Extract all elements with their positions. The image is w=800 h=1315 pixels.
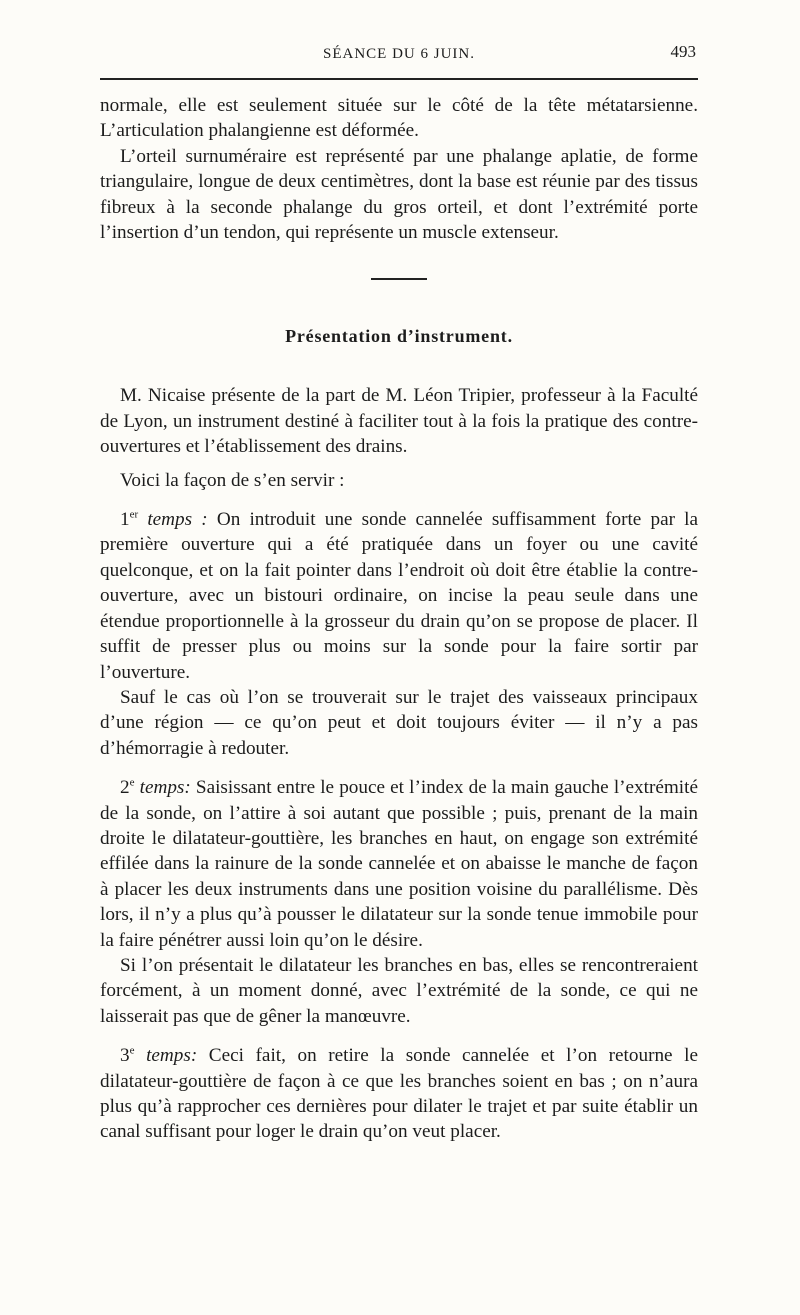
body-text [100,93,698,1145]
paragraph-step-1 [100,507,698,685]
step-1-label: temps : [147,509,208,531]
step-3-text: Ceci fait, on retire la sonde cannelée et l’on retourne le dilatateur-gouttière de façon à ce que les branches soient en bas ; on n’aura plus qu’à rapprocher ces dernières pour dilater le trajet et par suite établir un canal suffisant pour loger le drain qu’on veut placer. [100,1045,698,1143]
header-rule [100,78,698,80]
step-1-text: On introduit une sonde cannelée suffisamment forte par la première ouverture qui a été pratiquée dans un foyer ou une cavité quelconque, et on la fait pointer dans l’endroit où doit être établie la contre-ouverture, avec un bistouri ordinaire, on incise la peau seule dans une étendue proportionnelle à la grosseur du drain qu’on se propose de placer. Il suffit de presser plus ou moins sur la sonde pour la faire sortir par l’ouverture. [100,509,699,683]
paragraph-intro: M. Nicaise présente de la part de M. Léon Tripier, professeur à la Faculté de Lyon, un instrument destiné à faciliter tout à la fois la pratique des contre-ouvertures et l’établissement des drains. [100,385,698,458]
step-2-number: 2 [120,777,130,799]
page-number: 493 [670,42,696,61]
step-3-label: temps: [146,1045,198,1067]
section-heading: Présentation d’instrument. [285,326,513,347]
paragraph-step-2-note: Si l’on présentait le dilatateur les branches en bas, elles se rencontreraient forcément, à un moment donné, avec l’extrémité de la sonde, ce qui ne laisserait pas que de gêner la manœuvre. [100,954,698,1027]
step-2-text: Saisissant entre le pouce et l’index de la main gauche l’extrémité de la sonde, on l’attire à soi autant que possible ; puis, prenant de la main droite le dilatateur-gouttière, les branches en haut, on engage son extrémité effilée dans la rainure de la sonde cannelée et on abaisse le manche de façon à placer les deux instruments dans une position voisine du parallélisme. Dès lors, il n’y a plus qu’à pousser le dilatateur sur la sonde tenue immobile pour la faire pénétrer aussi loin qu’on le désire. [100,777,698,951]
step-1-ordinal: er [129,508,139,521]
paragraph-continuation: normale, elle est seulement située sur le côté de la tête métatarsienne. L’articulation phalangienne est déformée. [100,95,698,142]
paragraph-step-2 [100,775,698,953]
paragraph-supernumerary-toe: L’orteil surnuméraire est représenté par une phalange aplatie, de forme triangulaire, longue de deux centimètres, dont la base est réunie par des tissus fibreux à la seconde phalange du gros orteil, et dont l’extrémité porte l’insertion d’un tendon, qui représente un muscle extenseur. [100,145,698,244]
step-2-ordinal: e [129,776,135,789]
paragraph-usage-intro: Voici la façon de s’en servir : [120,469,345,491]
section-separator [371,278,427,280]
step-1-number: 1 [120,509,130,531]
running-title: SÉANCE DU 6 JUIN. [323,46,475,62]
paragraph-step-1-note: Sauf le cas où l’on se trouverait sur le trajet des vaisseaux principaux d’une région — ce qu’on peut et doit toujours éviter — il n’y a pas d’hémorragie à redouter. [100,686,698,759]
step-3-number: 3 [120,1045,130,1067]
paragraph-step-3 [100,1043,698,1145]
running-head [100,42,698,70]
step-2-label: temps: [139,777,191,799]
step-3-ordinal: e [129,1044,135,1057]
